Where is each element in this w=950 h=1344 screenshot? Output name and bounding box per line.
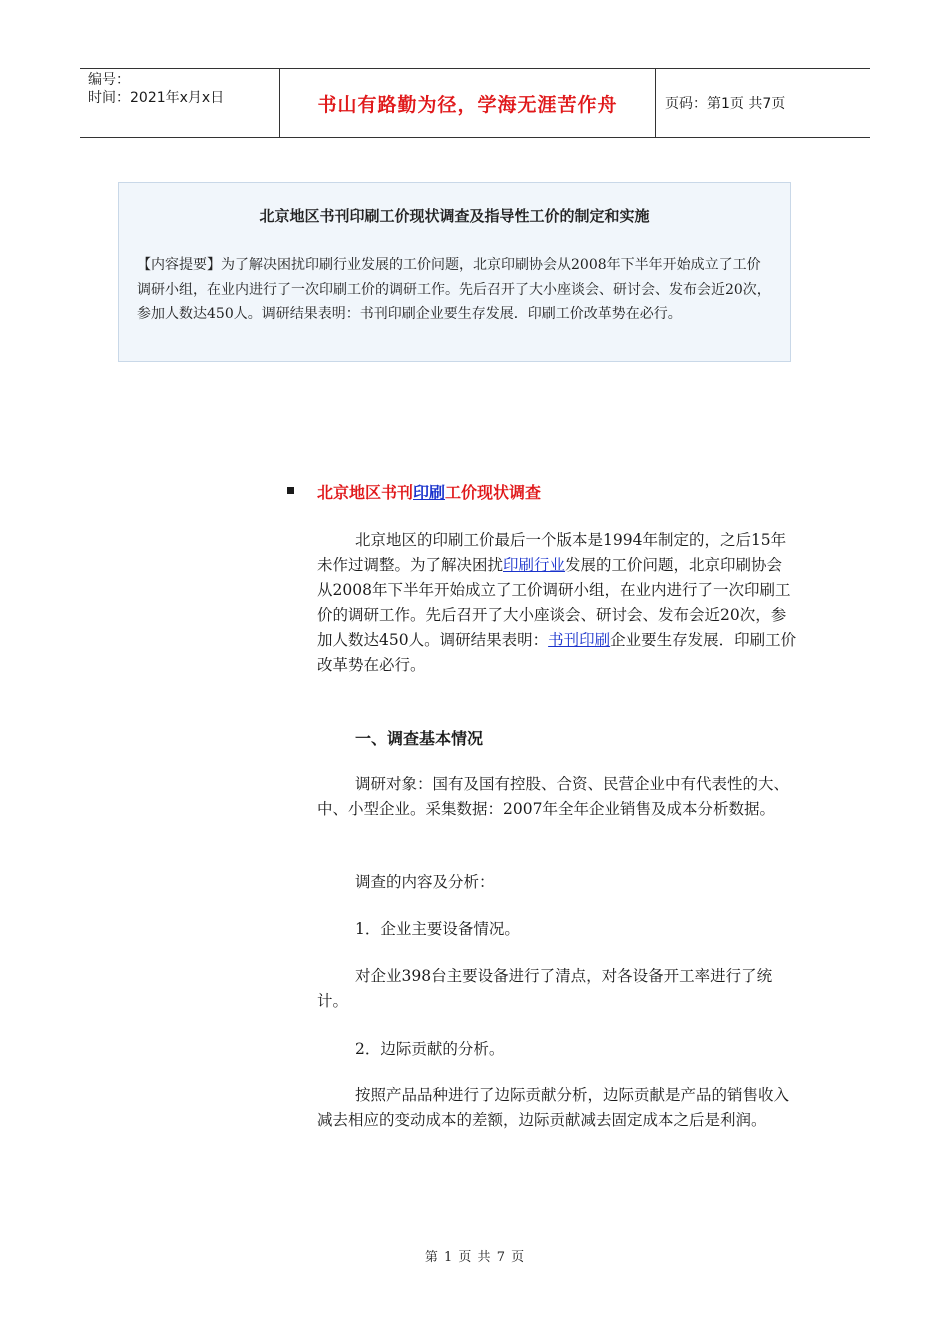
paragraph-item-2: 2．边际贡献的分析。 bbox=[355, 1040, 505, 1058]
document-header bbox=[80, 68, 870, 138]
section-title-pre: 北京地区书刊 bbox=[317, 483, 414, 502]
document-title: 北京地区书刊印刷工价现状调查及指导性工价的制定和实施 bbox=[259, 207, 650, 225]
link-printing[interactable]: 印刷 bbox=[413, 483, 446, 502]
para1-part-c: 企业要生存发展．印刷工价改革势在必行。 bbox=[317, 631, 797, 674]
link-printing-industry[interactable]: 印刷行业 bbox=[503, 556, 566, 574]
section-title-post: 工价现状调查 bbox=[445, 483, 542, 502]
heading-basic-situation: 一、调查基本情况 bbox=[355, 729, 484, 748]
header-page-label: 页码：第1页 共7页 bbox=[665, 96, 786, 112]
abstract-text: 【内容提要】为了解决困扰印刷行业发展的工价问题，北京印刷协会从2008年下半年开始成立了工价调研小组，在业内进行了一次印刷工价的调研工作。先后召开了大小座谈会、研讨会、发布会近20次，参加人数达450人。调研结果表明：书刊印刷企业要生存发展．印刷工价改革势在必行。 bbox=[137, 257, 771, 322]
bullet-icon bbox=[287, 487, 294, 494]
para1-part-a: 北京地区的印刷工价最后一个版本是1994年制定的，之后15年未作过调整。为了解决困扰 bbox=[317, 531, 787, 574]
abstract-box bbox=[118, 182, 791, 362]
paragraph-marginal-contribution: 按照产品品种进行了边际贡献分析，边际贡献是产品的销售收入减去相应的变动成本的差额，边际贡献减去固定成本之后是利润。 bbox=[317, 1086, 790, 1129]
page-footer: 第 1 页 共 7 页 bbox=[424, 1250, 526, 1265]
link-book-printing[interactable]: 书刊印刷 bbox=[548, 631, 611, 649]
paragraph-item-1: 1．企业主要设备情况。 bbox=[355, 920, 520, 938]
para1-part-b: 发展的工价问题，北京印刷协会从2008年下半年开始成立了工价调研小组，在业内进行了一次印刷工价的调研工作。先后召开了大小座谈会、研讨会、发布会近20次，参加人数达450人。调研结果表明： bbox=[317, 556, 791, 649]
date-label: 时间：2021年x月x日 bbox=[88, 90, 225, 106]
paragraph-equipment: 对企业398台主要设备进行了清点，对各设备开工率进行了统计。 bbox=[317, 967, 773, 1010]
section-title bbox=[317, 480, 541, 503]
paragraph-intro bbox=[317, 528, 797, 678]
paragraph-survey-content: 调查的内容及分析： bbox=[355, 873, 495, 891]
header-meta bbox=[80, 69, 280, 137]
header-motto: 书山有路勤为径，学海无涯苦作舟 bbox=[280, 69, 656, 137]
number-label: 编号： bbox=[88, 72, 130, 88]
paragraph-survey-subjects: 调研对象：国有及国有控股、合资、民营企业中有代表性的大、中、小型企业。采集数据：2007年全年企业销售及成本分析数据。 bbox=[317, 775, 790, 818]
